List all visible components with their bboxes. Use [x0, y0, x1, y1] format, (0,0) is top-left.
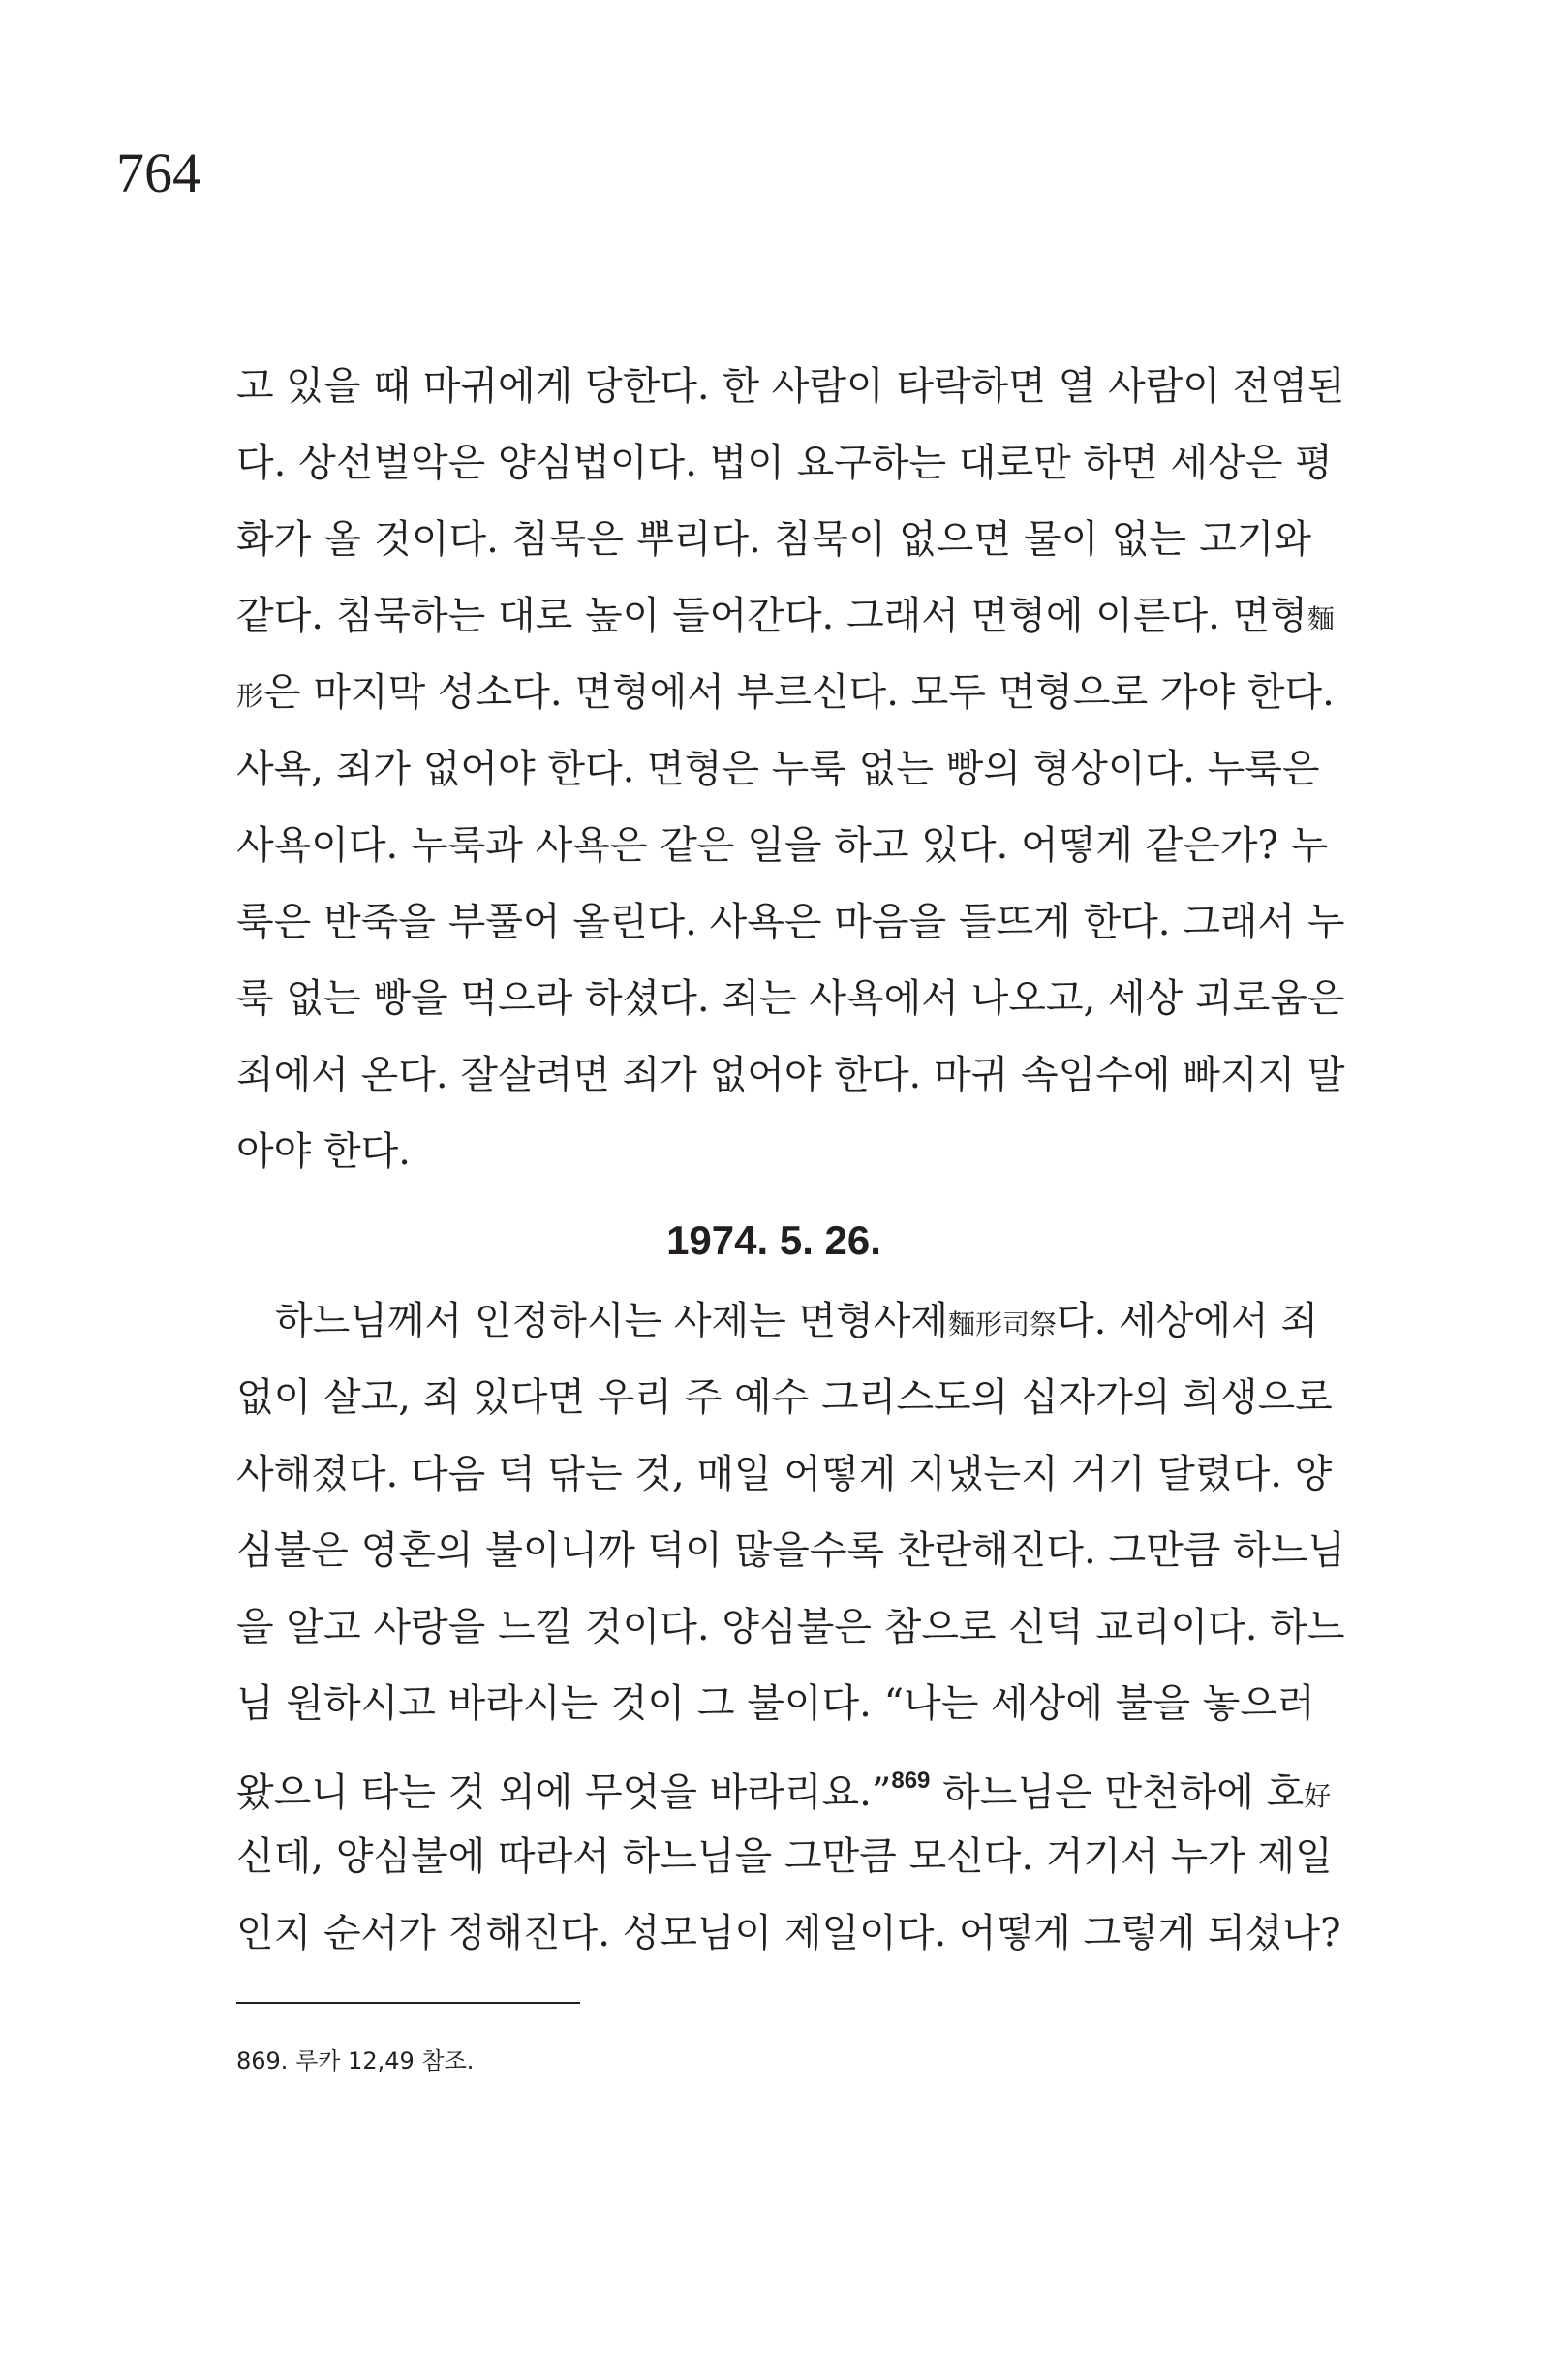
body-paragraph-2 — [236, 1283, 1345, 1972]
footnote: 869. 루카 12,49 참조. — [236, 2047, 475, 2075]
hanja-gloss: 形 — [236, 680, 264, 712]
text-line: 아야 한다. — [236, 1129, 411, 1174]
text-line — [236, 578, 1335, 655]
text-line: 고 있을 때 마귀에게 당한다. 한 사람이 타락하면 열 사람이 전염된 — [236, 364, 1345, 409]
text-segment: 하느님은 만천하에 호 — [930, 1770, 1305, 1815]
hanja-gloss: 好 — [1304, 1780, 1332, 1812]
text-line: 사욕, 죄가 없어야 한다. 면형은 누룩 없는 빵의 형상이다. 누룩은 — [236, 747, 1320, 791]
hanja-gloss: 麵 — [1307, 603, 1335, 635]
text-line: 을 알고 사랑을 느낄 것이다. 양심불은 참으로 신덕 교리이다. 하느 — [236, 1605, 1345, 1649]
text-line: 인지 순서가 정해진다. 성모님이 제일이다. 어떻게 그렇게 되셨나? — [236, 1911, 1341, 1955]
text-line: 다. 상선벌악은 양심법이다. 법이 요구하는 대로만 하면 세상은 평 — [236, 441, 1333, 485]
text-line: 룩 없는 빵을 먹으라 하셨다. 죄는 사욕에서 나오고, 세상 괴로움은 — [236, 976, 1345, 1021]
text-line: 없이 살고, 죄 있다면 우리 주 예수 그리스도의 십자가의 희생으로 — [236, 1375, 1333, 1420]
section-date-heading: 1974. 5. 26. — [666, 1217, 881, 1263]
text-segment: 왔으니 타는 것 외에 무엇을 바라리요.” — [236, 1770, 892, 1815]
text-line: 사욕이다. 누룩과 사욕은 같은 일을 하고 있다. 어떻게 같은가? 누 — [236, 823, 1329, 868]
text-segment: 은 마지막 성소다. 면형에서 부르신다. 모두 면형으로 가야 한다. — [263, 670, 1335, 715]
footnote-divider — [236, 2002, 580, 2004]
page-number: 764 — [116, 141, 200, 204]
text-segment: 하느님께서 인정하시는 사제는 면형사제 — [275, 1299, 949, 1343]
text-segment: 같다. 침묵하는 대로 높이 들어간다. 그래서 면형에 이른다. 면형 — [236, 594, 1307, 638]
text-line: 심불은 영혼의 불이니까 덕이 많을수록 찬란해진다. 그만큼 하느님 — [236, 1528, 1345, 1573]
text-line: 사해졌다. 다음 덕 닦는 것, 매일 어떻게 지냈는지 거기 달렸다. 양 — [236, 1452, 1333, 1496]
text-line: 화가 올 것이다. 침묵은 뿌리다. 침묵이 없으면 물이 없는 고기와 — [236, 517, 1311, 562]
text-segment: 다. 세상에서 죄 — [1057, 1299, 1319, 1343]
footnote-reference: 869 — [891, 1768, 931, 1794]
body-paragraph-1 — [236, 349, 1345, 1190]
hanja-gloss: 麵形司祭 — [948, 1308, 1058, 1340]
text-line: 신데, 양심불에 따라서 하느님을 그만큼 모신다. 거기서 누가 제일 — [236, 1834, 1333, 1879]
text-line: 룩은 반죽을 부풀어 올린다. 사욕은 마음을 들뜨게 한다. 그래서 누 — [236, 900, 1345, 944]
text-line — [236, 1283, 1319, 1360]
text-line: 죄에서 온다. 잘살려면 죄가 없어야 한다. 마귀 속임수에 빠지지 말 — [236, 1053, 1345, 1097]
text-line — [236, 1742, 1332, 1819]
text-line — [236, 655, 1335, 731]
text-line: 님 원하시고 바라시는 것이 그 불이다. “나는 세상에 불을 놓으러 — [236, 1681, 1315, 1726]
